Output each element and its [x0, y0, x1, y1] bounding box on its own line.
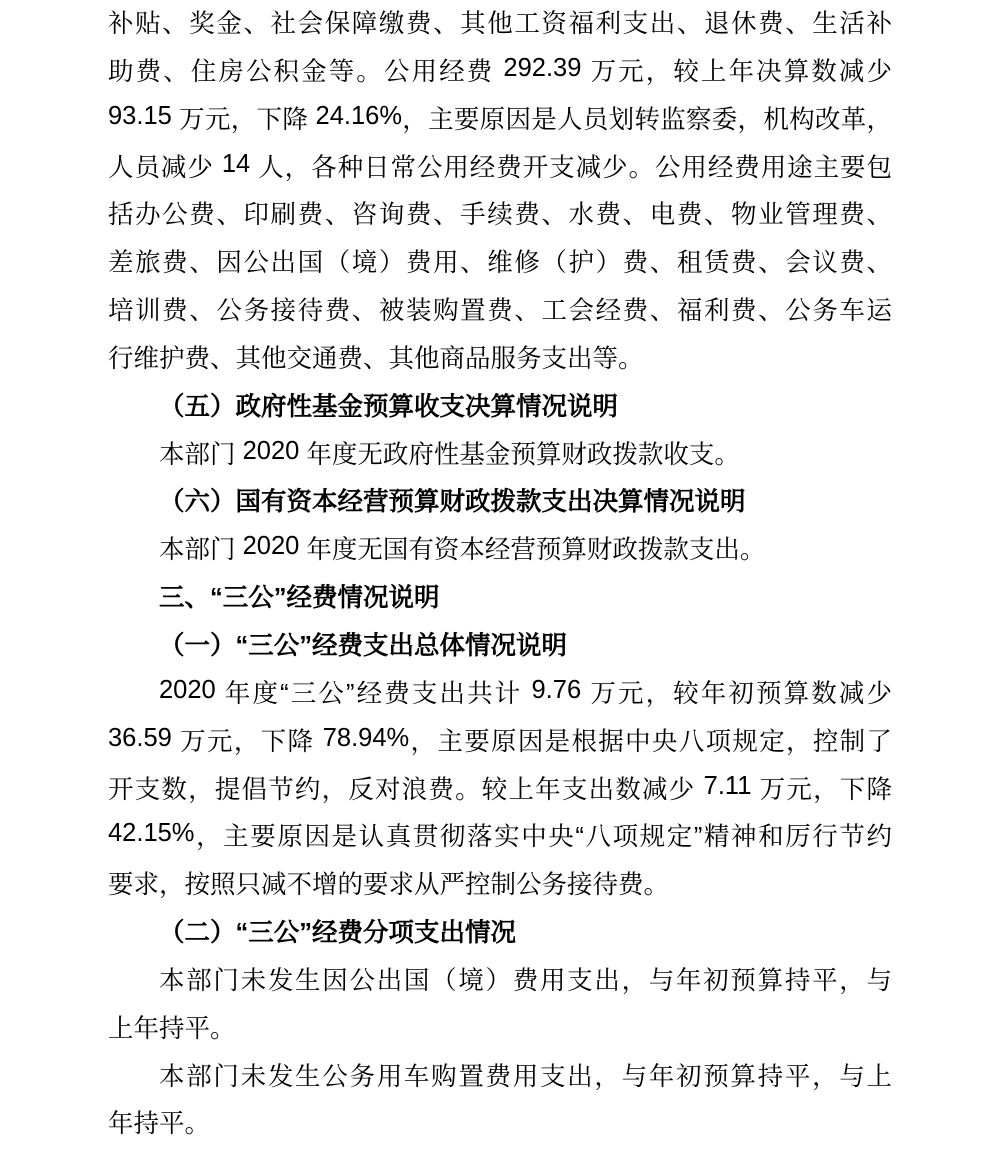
- text-line: 本部门未发生因公出国（境）费用支出，与年初预算持平，与: [159, 966, 892, 995]
- text-line: 年持平。: [108, 1110, 211, 1139]
- text-line: 93.15 万元，下降 24.16%，主要原因是人员划转监察委，机构改革，: [108, 101, 892, 134]
- text-line: （一）“三公”经费支出总体情况说明: [159, 631, 568, 660]
- text-line: （二）“三公”经费分项支出情况: [159, 919, 517, 948]
- latin-number-run: 36.59: [108, 723, 172, 752]
- text-line: 36.59 万元，下降 78.94%，主要原因是根据中央八项规定，控制了: [108, 723, 892, 756]
- latin-number-run: 2020: [242, 436, 300, 465]
- text-line: 三、“三公”经费情况说明: [159, 584, 440, 613]
- latin-number-run: 2020: [242, 532, 300, 561]
- text-line: 要求，按照只减不增的要求从严控制公务接待费。: [108, 871, 670, 900]
- text-line: 培训费、公务接待费、被装购置费、工会经费、福利费、公务车运: [108, 297, 892, 326]
- latin-number-run: 78.94%: [322, 723, 410, 752]
- text-line: 差旅费、因公出国（境）费用、维修（护）费、租赁费、会议费、: [108, 249, 892, 278]
- latin-number-run: 2020: [159, 675, 216, 704]
- text-line: 人员减少 14 人，各种日常公用经费开支减少。公用经费用途主要包: [108, 149, 892, 182]
- latin-number-run: 292.39: [503, 53, 582, 82]
- text-line: 助费、住房公积金等。公用经费 292.39 万元，较上年决算数减少: [108, 53, 892, 86]
- latin-number-run: 9.76: [531, 675, 582, 704]
- latin-number-run: 24.16%: [315, 101, 403, 130]
- text-line: （五）政府性基金预算收支决算情况说明: [159, 392, 619, 421]
- text-line: 括办公费、印刷费、咨询费、手续费、水费、电费、物业管理费、: [108, 201, 892, 230]
- text-line: 行维护费、其他交通费、其他商品服务支出等。: [108, 344, 644, 373]
- latin-number-run: 14: [221, 149, 251, 178]
- text-line: （六）国有资本经营预算财政拨款支出决算情况说明: [159, 488, 746, 517]
- text-line: 42.15%，主要原因是认真贯彻落实中央“八项规定”精神和厉行节约: [108, 819, 892, 852]
- text-line: 本部门 2020 年度无国有资本经营预算财政拨款支出。: [159, 532, 766, 565]
- latin-number-run: 7.11: [703, 771, 752, 800]
- latin-number-run: 93.15: [108, 101, 172, 130]
- text-line: 本部门 2020 年度无政府性基金预算财政拨款收支。: [159, 436, 740, 469]
- text-line: 补贴、奖金、社会保障缴费、其他工资福利支出、退休费、生活补: [108, 10, 892, 38]
- text-line: 本部门未发生公务用车购置费用支出，与年初预算持平，与上: [159, 1062, 892, 1091]
- latin-number-run: 42.15%: [108, 819, 195, 848]
- text-line: 上年持平。: [108, 1014, 236, 1043]
- text-line: 开支数，提倡节约，反对浪费。较上年支出数减少 7.11 万元，下降: [108, 771, 892, 804]
- text-line: 2020 年度“三公”经费支出共计 9.76 万元，较年初预算数减少: [159, 675, 892, 708]
